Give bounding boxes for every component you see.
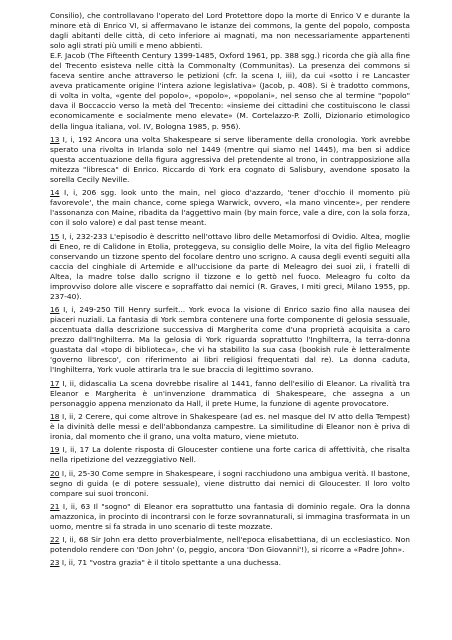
note-text: I, ii, 25-30 Come sempre in Shakespeare, i sogni racchiudono una ambigua verità. Il bastone, segno di guida (e di potere sessuale), viene distrutto dai nemici di Gloucester. Il loro volto compare sui suoi tronconi. <box>50 468 410 498</box>
note-number-link[interactable]: 14 <box>50 188 60 198</box>
intro-paragraph: E.F. Jacob (The Fifteenth Century 1399-1485, Oxford 1961, pp. 388 sgg.) ricorda che già alla fine del Trecento esisteva nelle città la Commonalty (Communitas). La presenza dei commons si faceva sentire anche attraverso le petizioni (cfr. la scena I, iii), da cui «sotto i re Lancaster aveva praticamente origine l'intera azione legislativa» (Jacob, p. 408). Si è tradotto commons, di volta in volta, «gente del popolo», «popolo», «popolani», nel senso che al termine "popolo" dava il Boccaccio verso la metà del Trecento: «insieme dei cittadini che costituiscono le classi economicamente e socialmente meno elevate» (M. Cortelazzo-P. Zolli, Dizionario etimologico della lingua italiana, vol. IV, Bologna 1985, p. 956). <box>50 51 410 131</box>
note-number-link[interactable]: 20 <box>50 468 60 478</box>
note-number-link[interactable]: 16 <box>50 305 60 315</box>
note-21 <box>50 502 410 532</box>
note-text: I, i, 249-250 Till Henry surfeit... York evoca la visione di Enrico sazio fino alla nausea dei piaceri nuziali. La fantasia di York sembra contenere una forte componente di gelosia sessuale, accentuata dalla descrizione successiva di Margherita come d'una proprietà acquisita a caro prezzo dall'Inghilterra. Ma la gelosia di York riguarda soprattutto l'Inghilterra, la terra-donna guastata dal «topo di biblioteca», che vi ha stabilito la sua casa (bookish rule è letteralmente 'governo libresco', con riferimento ai libri religiosi frequentati dal re). La donna caduta, l'Inghilterra, York vuole attirarla tra le sue braccia di legittimo sovrano. <box>50 305 410 375</box>
note-text: I, i, 206 sgg. look unto the main, nel gioco d'azzardo, 'tener d'occhio il momento più favorevole', the main chance, come spiega Warwick, ovvero, «la mano vincente», per rendere l'assonanza con Maine, ribadita da l'aggettivo main (by main force, vale a dire, con la sola forza, con il solo valore) e dal past tense meant. <box>50 188 410 228</box>
note-number-link[interactable]: 15 <box>50 231 60 241</box>
note-14 <box>50 188 410 228</box>
notes-list <box>50 135 410 569</box>
note-number-link[interactable]: 21 <box>50 501 60 511</box>
note-text: I, i, 192 Ancora una volta Shakespeare si serve liberamente della cronologia. York avrebbe sperato una rivolta in Irlanda solo nel 1449 (mentre qui siamo nel 1445), ma ben si addice questa accentuazione della figura aggressiva del pretendente al trono, in contrapposizione alla mitezza "libresca" di Enrico. Riccardo di York era cognato di Salisbury, avendone sposato la sorella Cecily Neville. <box>50 134 410 184</box>
note-15 <box>50 232 410 302</box>
note-text: I, ii, didascalia La scena dovrebbe risalire al 1441, fanno dell'esilio di Eleanor. La rivalità tra Eleanor e Margherita è un'invenzione drammatica di Shakespeare, che assegna a un personaggio appena menzionato da Hall, il prete Hume, la funzione di agente provocatore. <box>50 378 410 408</box>
note-number-link[interactable]: 23 <box>50 558 60 568</box>
note-text: I, ii, 68 Sir John era detto proverbialmente, nell'epoca elisabettiana, di un ecclesiastico. Non potendolo rendere con 'Don John' (o, peggio, ancora 'Don Giovanni'!), si ricorre a «Padre John». <box>50 535 410 555</box>
note-17 <box>50 379 410 409</box>
note-13 <box>50 135 410 185</box>
note-18 <box>50 412 410 442</box>
note-number-link[interactable]: 17 <box>50 378 60 388</box>
note-22 <box>50 535 410 555</box>
note-number-link[interactable]: 13 <box>50 134 60 144</box>
note-23 <box>50 558 410 568</box>
note-16 <box>50 305 410 375</box>
note-text: I, ii, 2 Cerere, qui come altrove in Shakespeare (ad es. nel masque del IV atto della Tempest) è la divinità delle messi e dell'abbondanza campestre. La similitudine di Eleanor non è priva di ironia, dal momento che il grano, una volta maturo, viene mietuto. <box>50 411 410 441</box>
note-number-link[interactable]: 18 <box>50 411 60 421</box>
note-text: I, ii, 71 "vostra grazia" è il titolo spettante a una duchessa. <box>61 558 282 568</box>
intro-paragraph: Consilio), che controllavano l'operato del Lord Protettore dopo la morte di Enrico V e durante la minore età di Enrico VI, si affermavano le istanze dei commons, la gente del popolo, composta dagli abitanti delle città, di ceto inferiore ai magnati, ma non necessariamente appartenenti solo agli strati più umili e meno abbienti. <box>50 11 410 51</box>
note-number-link[interactable]: 19 <box>50 445 60 455</box>
note-19 <box>50 445 410 465</box>
note-20 <box>50 469 410 499</box>
note-text: I, ii, 17 La dolente risposta di Gloucester contiene una forte carica di affettività, che risalta nella ripetizione del vezzeggiativo Nell. <box>50 445 410 465</box>
note-text: I, i, 232-233 L'episodio è descritto nell'ottavo libro delle Metamorfosi di Ovidio. Altea, moglie di Eneo, re di Calidone in Etolia, proteggeva, su consiglio delle Moire, la vita del figlio Meleagro conservando un tizzone spento del focolare dentro uno scrigno. A causa degli eventi seguiti alla caccia del cinghiale di Artemide e all'uccisione da parte di Meleagro dei suoi zii, i fratelli di Altea, la madre tolse dallo scrigno il tizzone e lo gettò nel fuoco. Meleagro fu colto da improvviso dolore alle viscere e sopraffatto dai nemici (R. Graves, I miti greci, Milano 1955, pp. 237-40). <box>50 231 410 301</box>
note-number-link[interactable]: 22 <box>50 535 60 545</box>
note-text: I, ii, 63 Il "sogno" di Eleanor era soprattutto una fantasia di dominio regale. Ora la donna amazzonica, in procinto di incontrarsi con le forze sovrannaturali, si immagina trasformata in un uomo, mentre si fa strada in uno scenario di teste mozzate. <box>50 501 410 531</box>
